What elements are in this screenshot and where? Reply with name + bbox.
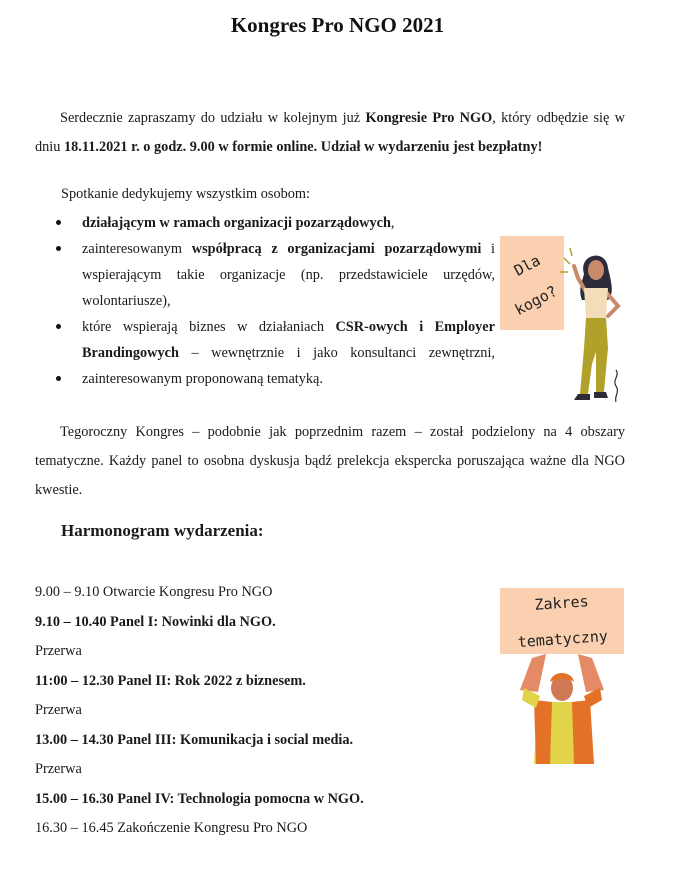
schedule-heading: Harmonogram wydarzenia: [61, 521, 264, 540]
page-title: Kongres Pro NGO 2021 [230, 13, 445, 37]
intro-text-2: , który odbędzie się w dniu [35, 110, 625, 155]
schedule-item: 11:00 – 12.30 Panel II: Rok 2022 z biznesem. [35, 672, 306, 689]
congress-text: Tegoroczny Kongres – podobnie jak poprzednim razem – został podzielony na 4 obszary tematyczne. Każdy panel to osobna dyskusja bądź prelekcja ekspercka poruszająca ważne dla NGO kwestie. [35, 424, 625, 498]
schedule-item: Przerwa [35, 761, 82, 777]
scope-tag-line-2: tematyczny [516, 626, 609, 652]
schedule-item: 13.00 – 14.30 Panel III: Komunikacja i social media. [35, 731, 354, 748]
schedule-item: 15.00 – 16.30 Panel IV: Technologia pomocna w NGO. [35, 790, 364, 807]
audience-item-2-text: zainteresowanym [82, 241, 192, 257]
list-item [35, 210, 495, 236]
audience-lead: Spotkanie dedykujemy wszystkim osobom: [61, 186, 310, 202]
audience-item-3-text: które wspierają biznes w działaniach [82, 319, 336, 335]
schedule-item: Przerwa [35, 702, 82, 718]
audience-item-3-tail: – wewnętrznie i jako konsultanci zewnętrzni, [178, 345, 495, 361]
intro-text-1: Serdecznie zapraszamy do udziału w kolejnym już [60, 110, 366, 126]
list-item [35, 366, 495, 392]
who-tag [500, 236, 564, 330]
intro-paragraph [35, 104, 625, 162]
man-holding-sign-illustration [510, 648, 614, 764]
audience-item-4: zainteresowanym proponowaną tematyką. [82, 371, 323, 387]
schedule-list [35, 578, 364, 844]
audience-item-1-bold: działającym w ramach organizacji pozarządowych [82, 215, 391, 231]
audience-item-1-tail: , [390, 215, 395, 231]
schedule-item: Przerwa [35, 643, 82, 659]
audience-item-2-bold: współpracą z organizacjami pozarządowymi [191, 241, 482, 257]
intro-bold-date: 18.11.2021 r. o godz. 9.00 w formie online. Udział w wydarzeniu jest bezpłatny! [64, 139, 543, 155]
schedule-item: 16.30 – 16.45 Zakończenie Kongresu Pro NGO [35, 820, 308, 836]
who-tag-line-1: Dla [511, 251, 544, 280]
list-item [35, 314, 495, 366]
scope-tag [500, 588, 624, 654]
woman-illustration [556, 244, 636, 410]
scope-tag-line-1: Zakres [533, 592, 590, 614]
congress-paragraph [35, 418, 625, 505]
intro-bold-congress: Kongresie Pro NGO [365, 110, 493, 126]
list-item [35, 236, 495, 314]
audience-list [35, 210, 495, 392]
audience-item-2-tail: i wspierającym takie organizacje (np. przedstawiciele urzędów, wolontariusze), [82, 241, 495, 309]
audience-item-3-bold: CSR-owych i Employer Brandingowych [82, 319, 496, 361]
who-tag-line-2: kogo? [512, 281, 561, 320]
schedule-item: 9.00 – 9.10 Otwarcie Kongresu Pro NGO [35, 584, 273, 600]
schedule-item: 9.10 – 10.40 Panel I: Nowinki dla NGO. [35, 613, 276, 630]
